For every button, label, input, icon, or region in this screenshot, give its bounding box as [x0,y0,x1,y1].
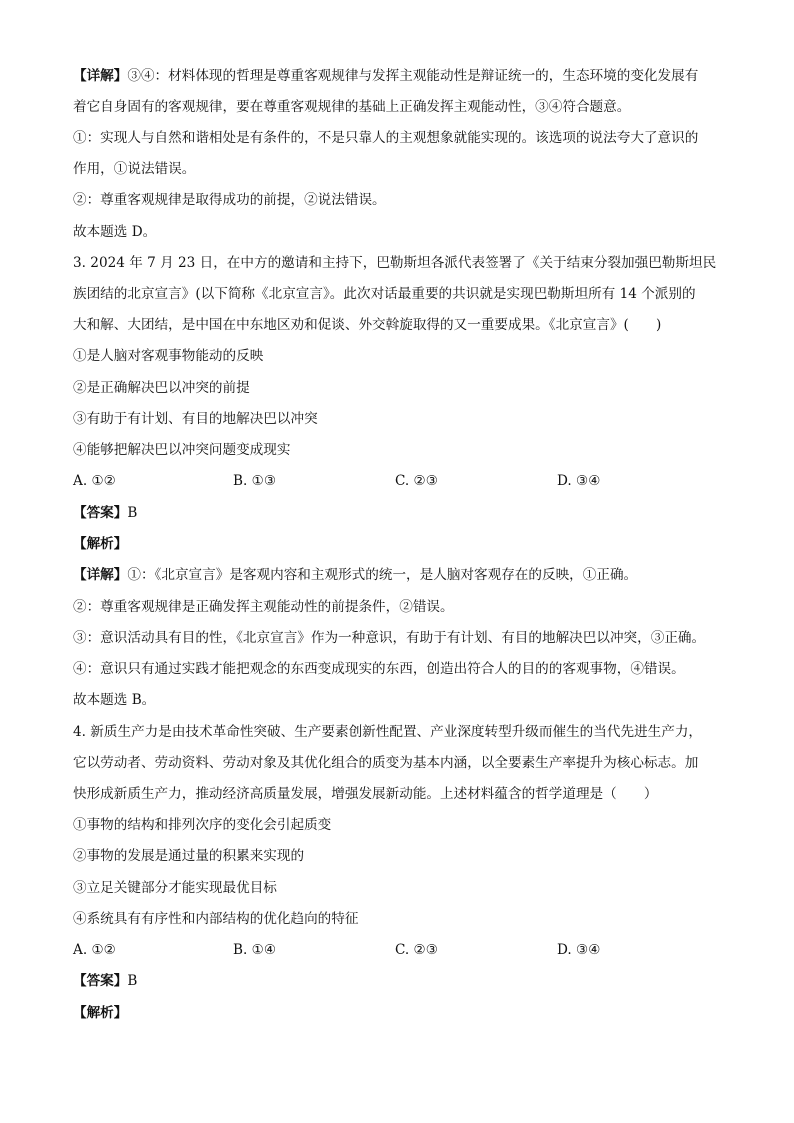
option-c: C. ②③ [395,942,438,958]
option-c: C. ②③ [395,473,438,489]
answer-value: B [127,505,138,521]
answer-tag: 【答案】 [73,973,128,989]
detail-text: ①：《北京宣言》是客观内容和主观形式的统一，是人脑对客观存在的反映，①正确。 [127,567,638,583]
question-4-item: ④系统具有有序性和内部结构的优化趋向的特征 [73,911,359,927]
answer-value: B [127,973,138,989]
answer-tag: 【答案】 [73,505,128,521]
option-d: D. ③④ [557,473,601,489]
question-4-stem: 4. 新质生产力是由技术革命性突破、生产要素创新性配置、产业深度转型升级而催生的当代先进生产力， [73,724,703,740]
question-3-stem: 族团结的北京宣言》(以下简称《北京宣言》。此次对话最重要的共识就是实现巴勒斯坦所有 14 个派别的 [73,286,696,302]
answer-line [73,503,733,523]
conclusion-line: 故本题选 D。 [73,224,157,240]
detail-tag: 【详解】 [73,567,128,583]
detail-tag: 【详解】 [73,68,128,84]
detail-line: 着它自身固有的客观规律，要在尊重客观规律的基础上正确发挥主观能动性，③④符合题意。 [73,99,631,115]
analysis-tag: 【解析】 [73,536,128,552]
conclusion-line: 故本题选 B。 [73,692,156,708]
question-3-stem: 大和解、大团结，是中国在中东地区劝和促谈、外交斡旋取得的又一重要成果。《北京宣言》( ) [73,317,662,333]
detail-line: ②：尊重客观规律是取得成功的前提，②说法错误。 [73,192,386,208]
detail-line [73,66,733,86]
option-b: B. ①③ [233,473,277,489]
question-3-item: ①是人脑对客观事物能动的反映 [73,348,264,364]
question-4-item: ③立足关键部分才能实现最优目标 [73,880,277,896]
question-3-item: ④能够把解决巴以冲突问题变成现实 [73,442,291,458]
question-3-item: ③有助于有计划、有目的地解决巴以冲突 [73,411,318,427]
option-d: D. ③④ [557,942,601,958]
option-a: A. ①② [73,473,116,489]
question-4-item: ②事物的发展是通过量的积累来实现的 [73,848,305,864]
question-3-item: ②是正确解决巴以冲突的前提 [73,380,250,396]
detail-line: ③：意识活动具有目的性，《北京宣言》作为一种意识，有助于有计划、有目的地解决巴以冲突，③正确。 [73,630,706,646]
question-4-stem: 它以劳动者、劳动资料、劳动对象及其优化组合的质变为基本内涵，以全要素生产率提升为核心标志。加 [73,755,699,771]
detail-line: ②：尊重客观规律是正确发挥主观能动性的前提条件，②错误。 [73,599,454,615]
question-3-stem: 3. 2024 年 7 月 23 日，在中方的邀请和主持下，巴勒斯坦各派代表签署了《关于结束分裂加强巴勒斯坦民 [73,255,717,271]
option-b: B. ①④ [233,942,277,958]
answer-line [73,971,733,991]
question-4-stem: 快形成新质生产力，推动经济高质量发展，增强发展新动能。上述材料蕴含的哲学道理是（ ） [73,786,658,802]
detail-line: 作用，①说法错误。 [73,161,196,177]
detail-line [73,565,733,585]
analysis-tag: 【解析】 [73,1005,128,1021]
question-4-item: ①事物的结构和排列次序的变化会引起质变 [73,817,332,833]
detail-line: ①：实现人与自然和谐相处是有条件的，不是只靠人的主观想象就能实现的。该选项的说法夸大了意识的 [73,130,699,146]
detail-line: ④：意识只有通过实践才能把观念的东西变成现实的东西，创造出符合人的目的的客观事物，④错误。 [73,661,685,677]
option-a: A. ①② [73,942,116,958]
detail-text: ③④：材料体现的哲理是尊重客观规律与发挥主观能动性是辩证统一的，生态环境的变化发展有 [127,68,699,84]
